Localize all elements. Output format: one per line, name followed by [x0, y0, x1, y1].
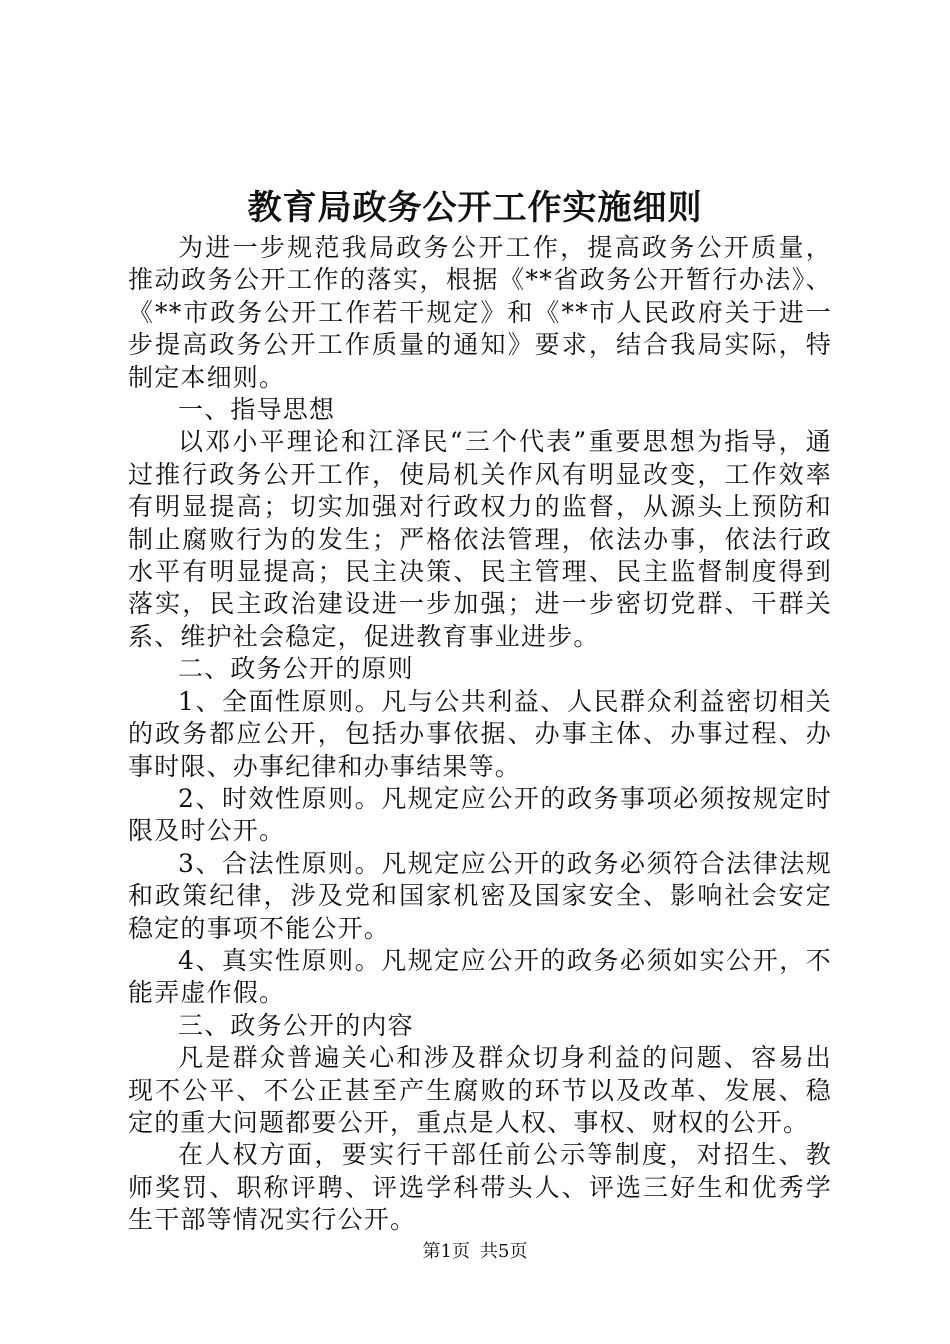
section-heading-3: 三、政务公开的内容	[178, 1010, 414, 1040]
document-body	[128, 232, 832, 1237]
paragraph-personnel: 在人权方面，要实行干部任前公示等制度，对招生、教师奖罚、职称评聘、评选学科带头人、评选三好生和优秀学生干部等情况实行公开。	[128, 1140, 832, 1235]
section-heading-1: 一、指导思想	[178, 395, 336, 425]
page-total: 共5页	[480, 1241, 528, 1262]
principle-item-1: 1、全面性原则。凡与公共利益、人民群众利益密切相关的政务都应公开，包括办事依据、办事主体、办事过程、办事时限、办事纪律和办事结果等。	[128, 686, 832, 781]
paragraph-intro: 为进一步规范我局政务公开工作，提高政务公开质量，推动政务公开工作的落实，根据《**省政务公开暂行办法》、《**市政务公开工作若干规定》和《**市人民政府关于进一步提高政务公开工作质量的通知》要求，结合我局实际，特制定本细则。	[128, 233, 832, 392]
document-title: 教育局政务公开工作实施细则	[247, 188, 703, 228]
principle-item-2: 2、时效性原则。凡规定应公开的政务事项必须按规定时限及时公开。	[128, 783, 832, 846]
page-footer	[0, 1240, 950, 1264]
principle-item-3: 3、合法性原则。凡规定应公开的政务必须符合法律法规和政策纪律，涉及党和国家机密及国家安全、影响社会安定稳定的事项不能公开。	[128, 848, 832, 943]
principle-item-4: 4、真实性原则。凡规定应公开的政务必须如实公开，不能弄虚作假。	[128, 945, 832, 1008]
paragraph-guiding-ideology: 以邓小平理论和江泽民“三个代表”重要思想为指导，通过推行政务公开工作，使局机关作风有明显改变，工作效率有明显提高；切实加强对行政权力的监督，从源头上预防和制止腐败行为的发生；严格依法管理，依法办事，依法行政水平有明显提高；民主决策、民主管理、民主监督制度得到落实，民主政治建设进一步加强；进一步密切党群、干群关系、维护社会稳定，促进教育事业进步。	[128, 427, 832, 651]
section-heading-2: 二、政务公开的原则	[178, 654, 414, 684]
page-number: 第1页	[422, 1241, 470, 1262]
paragraph-content-scope: 凡是群众普遍关心和涉及群众切身利益的问题、容易出现不公平、不公正甚至产生腐败的环节以及改革、发展、稳定的重大问题都要公开，重点是人权、事权、财权的公开。	[128, 1043, 832, 1137]
